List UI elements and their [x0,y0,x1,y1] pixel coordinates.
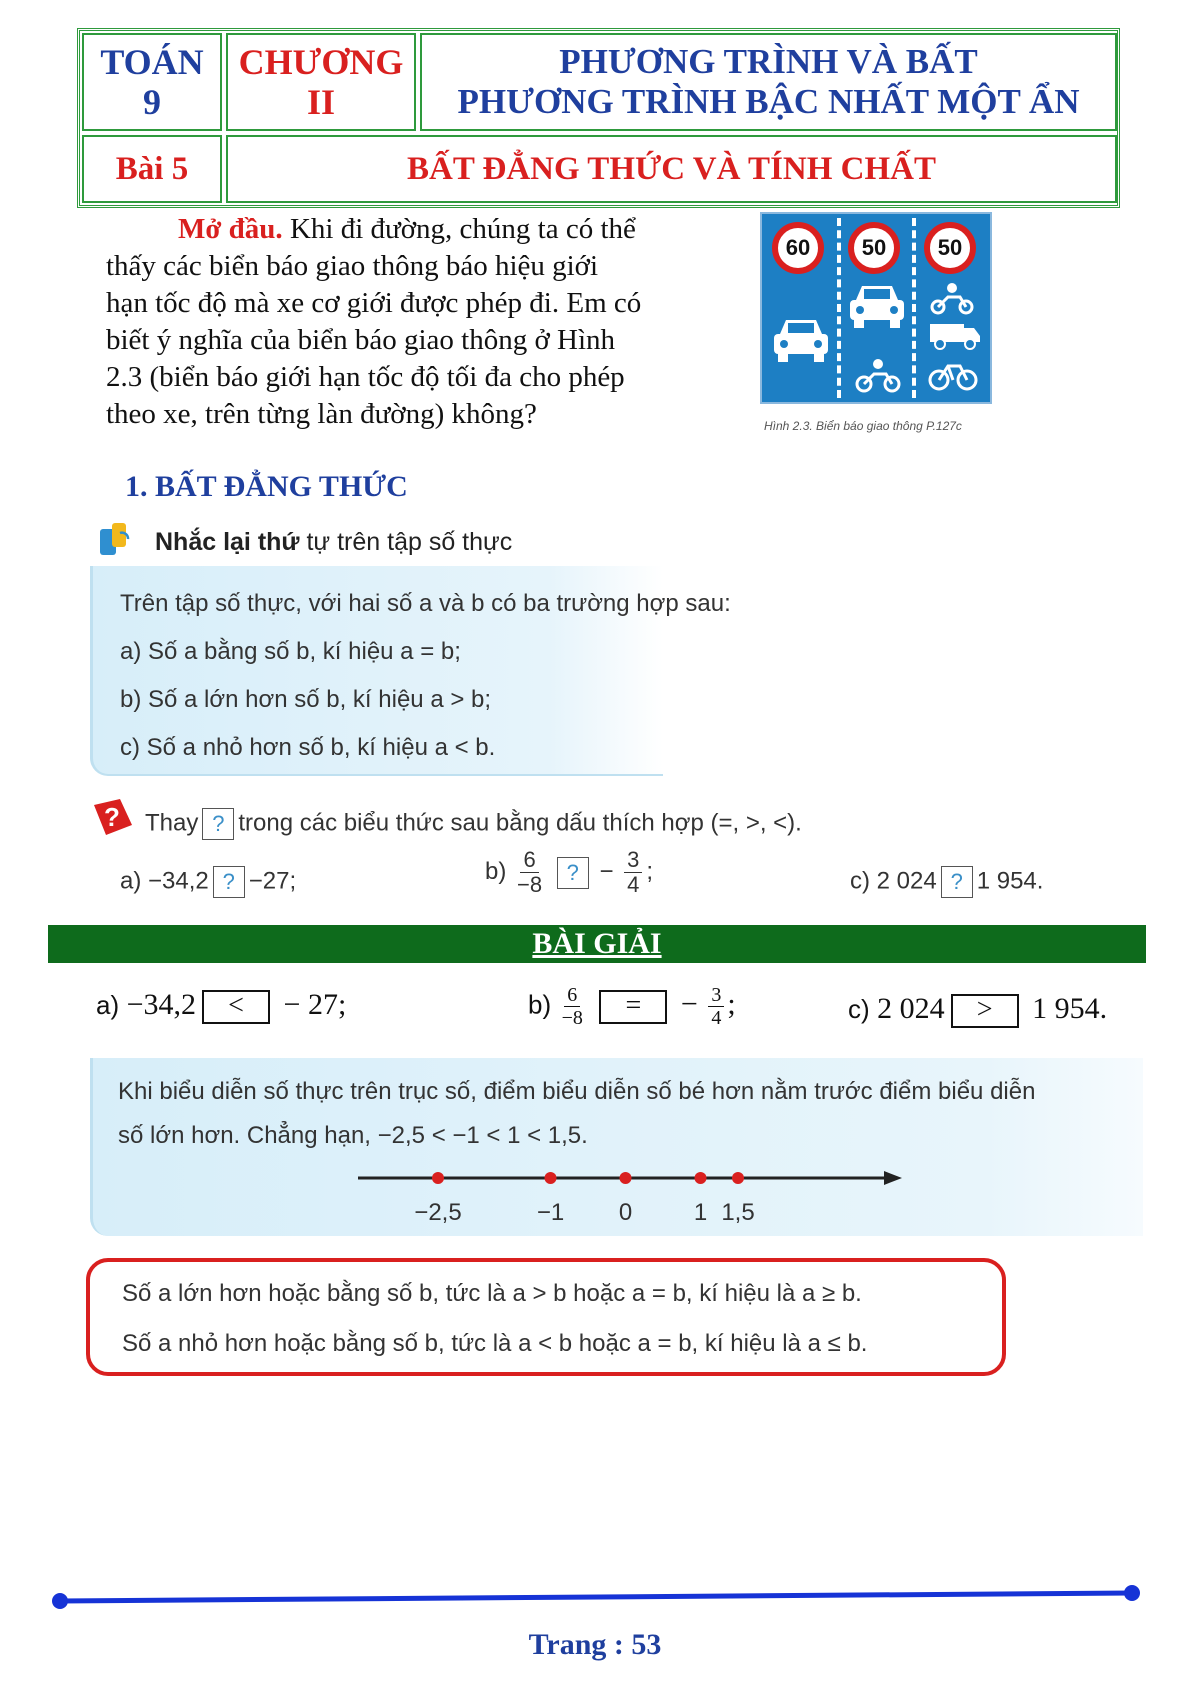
number-line-text: số lớn hơn. Chẳng hạn, −2,5 < −1 < 1 < 1,5. [118,1122,588,1149]
reminder-intro: Trên tập số thực, với hai số a và b có ba trường hợp sau: [120,590,731,617]
subject-cell [82,33,222,131]
number-line-point [432,1172,444,1184]
number-line-label: 1,5 [721,1199,755,1226]
motorbike-icon [854,354,902,394]
subject-grade: 9 [143,82,161,122]
number-line [350,1160,910,1230]
lesson-title: BẤT ĐẲNG THỨC VÀ TÍNH CHẤT [406,150,936,187]
car-icon [770,314,832,366]
van-icon [926,318,982,350]
solution-b: b) $\frac{6}{-8}$ = − $\frac{3}{4}$ ; [528,984,736,1029]
number-line-arrow [884,1171,902,1185]
subject-name: TOÁN [100,42,204,82]
question-icon [90,795,136,839]
header-table [77,28,1120,208]
chapter-title-line1: PHƯƠNG TRÌNH VÀ BẤT [559,42,978,81]
lesson-number: Bài 5 [115,150,189,187]
number-line-text: Khi biểu diễn số thực trên trục số, điểm biểu diễn số bé hơn nằm trước điểm biểu diễn [118,1078,1036,1105]
number-line-point [545,1172,557,1184]
reminder-item: c) Số a nhỏ hơn số b, kí hiệu a < b. [120,734,496,761]
number-line-label: 1 [693,1199,708,1226]
number-line-label: 0 [618,1199,633,1226]
reminder-item: a) Số a bằng số b, kí hiệu a = b; [120,638,461,665]
solution-a: a) −34,2 < − 27; [96,988,346,1024]
footer-rule [48,1585,1144,1609]
chapter-title-line2: PHƯƠNG TRÌNH BẬC NHẤT MỘT ẨN [457,82,1080,121]
chapter-number: II [306,82,336,122]
intro-paragraph [106,211,646,433]
motorbike-icon [928,280,976,316]
question-c: c) 2 024 ? 1 954. [850,866,1043,898]
lane-divider [912,218,916,398]
definition-line: Số a nhỏ hơn hoặc bằng số b, tức là a < b hoặc a = b, kí hiệu là a ≤ b. [122,1330,868,1357]
lesson-title-cell [226,135,1117,203]
reminder-title: Nhắc lại thứ tự trên tập số thực [155,528,513,556]
speed-limit-sign: 50 [924,222,976,274]
question-b: b) $\frac{6}{-8}$ ? − $\frac{3}{4}$ ; [485,847,654,897]
number-line-label: −1 [536,1199,565,1226]
intro-text: Khi đi đường, chúng ta có thể thấy các biển báo giao thông báo hiệu giới hạn tốc độ mà xe cơ giới được phép đi. Em có biết ý nghĩa của biển báo giao thông ở Hình 2.3 (biển báo giới hạn tốc độ tối đa cho phép theo xe, trên từng làn đường) không? [106,213,642,430]
chapter-label: CHƯƠNG [238,42,404,82]
phone-icon [94,519,140,559]
solution-c: c) 2 024 > 1 954. [848,992,1107,1028]
solution-banner: BÀI GIẢI [48,925,1146,963]
number-line-point [695,1172,707,1184]
car-icon [846,280,908,332]
page-number: Trang : 53 [528,1628,662,1661]
number-line-label: −2,5 [414,1199,462,1226]
number-line-point [620,1172,632,1184]
answer-box: = [599,990,667,1024]
sign-caption: Hình 2.3. Biển báo giao thông P.127c [764,419,962,433]
chapter-cell [226,33,416,131]
definition-line: Số a lớn hơn hoặc bằng số b, tức là a > b hoặc a = b, kí hiệu là a ≥ b. [122,1280,862,1307]
answer-box: < [202,990,270,1024]
lane-divider [837,218,841,398]
reminder-item: b) Số a lớn hơn số b, kí hiệu a > b; [120,686,492,713]
speed-limit-sign: 60 [772,222,824,274]
lesson-cell [82,135,222,203]
traffic-sign-image [760,212,992,404]
section-heading: 1. BẤT ĐẲNG THỨC [125,470,408,503]
chapter-title-cell [420,33,1117,131]
question-instruction: Thay ? trong các biểu thức sau bằng dấu thích hợp (=, >, <). [145,808,802,840]
svg-text:?: ? [104,802,120,832]
answer-box: > [951,994,1019,1028]
question-a: a) −34,2 ? −27; [120,866,296,898]
definition-box [86,1258,1006,1376]
speed-limit-sign: 50 [848,222,900,274]
number-line-point [732,1172,744,1184]
bicycle-icon [928,358,978,392]
intro-lead: Mở đầu. [178,213,283,245]
